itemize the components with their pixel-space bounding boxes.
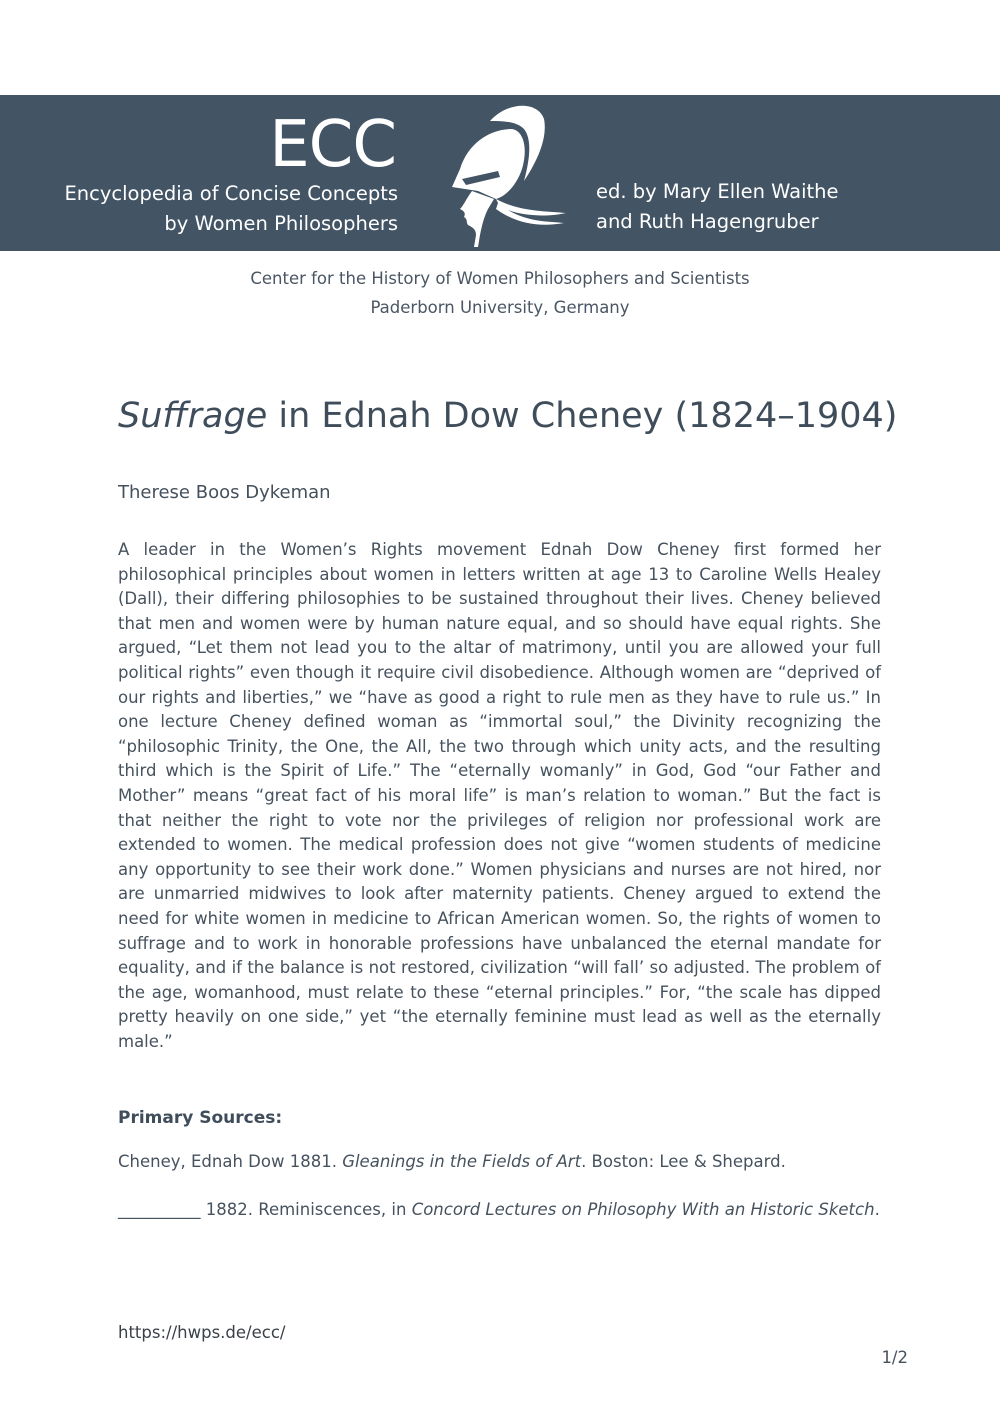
primary-sources-heading: Primary Sources: [118,1108,283,1128]
editors [596,177,839,237]
footer-url-link[interactable]: https://hwps.de/ecc/ [118,1323,286,1342]
institution-line2: Paderborn University, Germany [370,298,630,317]
reference-2-suffix: . [874,1200,880,1219]
reference-1-suffix: . Boston: Lee & Shepard. [581,1152,786,1171]
article-author: Therese Boos Dykeman [118,482,331,503]
article-body: A leader in the Women’s Rights movement Ednah Dow Cheney first formed her philosophical principles about women in letters written at age 13 to Caroline Wells Healey (Dall), their differing philosophies to be sustained throughout their lives. Cheney believed that men and women were by human nature equal, and so should have equal rights. She argued, “Let them not lead you to the altar of matrimony, until you are allowed your full political rights” even though it require civil disobedience. Although women are “deprived of our rights and liberties,” we “have as good a right to rule men as they have to rule us.” In one lecture Cheney defined woman as “immortal soul,” the Divinity recognizing the “philosophic Trinity, the One, the All, the two through which unity acts, and the resulting third which is the Spirit of Life.” The “eternally womanly” in God, God “our Father and Mother” means “great fact of his moral life” is man’s relation to woman.” But the fact is that neither the right to vote nor the privileges of religion nor professional work are extended to women. The medical profession does not give “women students of medicine any opportunity to see their work done.” Women physicians and nurses are not hired, nor are unmarried midwives to look after maternity patients. Cheney argued to extend the need for white women in medicine to African American women. So, the rights of women to suffrage and to work in honorable professions have unbalanced the eternal mandate for equality, and if the balance is not restored, civilization “will fall’ so adjusted. The problem of the age, womanhood, must relate to these “eternal principles.” For, “the scale has dipped pretty heavily on one side,” yet “the eternally feminine must lead as well as the eternally male.” [118,540,881,1051]
article-title-italic: Suffrage [118,396,268,436]
reference-2 [118,1198,881,1223]
encyclopedia-title-line1: Encyclopedia of Concise Concepts [64,182,398,205]
encyclopedia-title [64,179,398,239]
reference-2-prefix: __________ 1882. Reminiscences, in [118,1200,412,1219]
editors-line2: and Ruth Hagengruber [596,210,819,233]
reference-1-title: Gleanings in the Fields of Art [342,1152,582,1171]
editors-line1: ed. by Mary Ellen Waithe [596,180,839,203]
institution-info [0,264,1000,322]
reference-1 [118,1150,881,1175]
ecc-logo-text: ECC [269,108,396,182]
encyclopedia-title-line2: by Women Philosophers [164,212,398,235]
reference-1-prefix: Cheney, Ednah Dow 1881. [118,1152,343,1171]
header-banner [0,95,1000,251]
page-number: 1/2 [881,1348,908,1367]
institution-line1: Center for the History of Women Philosophers and Scientists [250,269,750,288]
article-title-rest: in Ednah Dow Cheney (1824–1904) [267,396,898,436]
athena-helmet-icon [438,99,574,249]
article-title [118,392,897,440]
reference-2-title: Concord Lectures on Philosophy With an Historic Sketch [411,1200,875,1219]
